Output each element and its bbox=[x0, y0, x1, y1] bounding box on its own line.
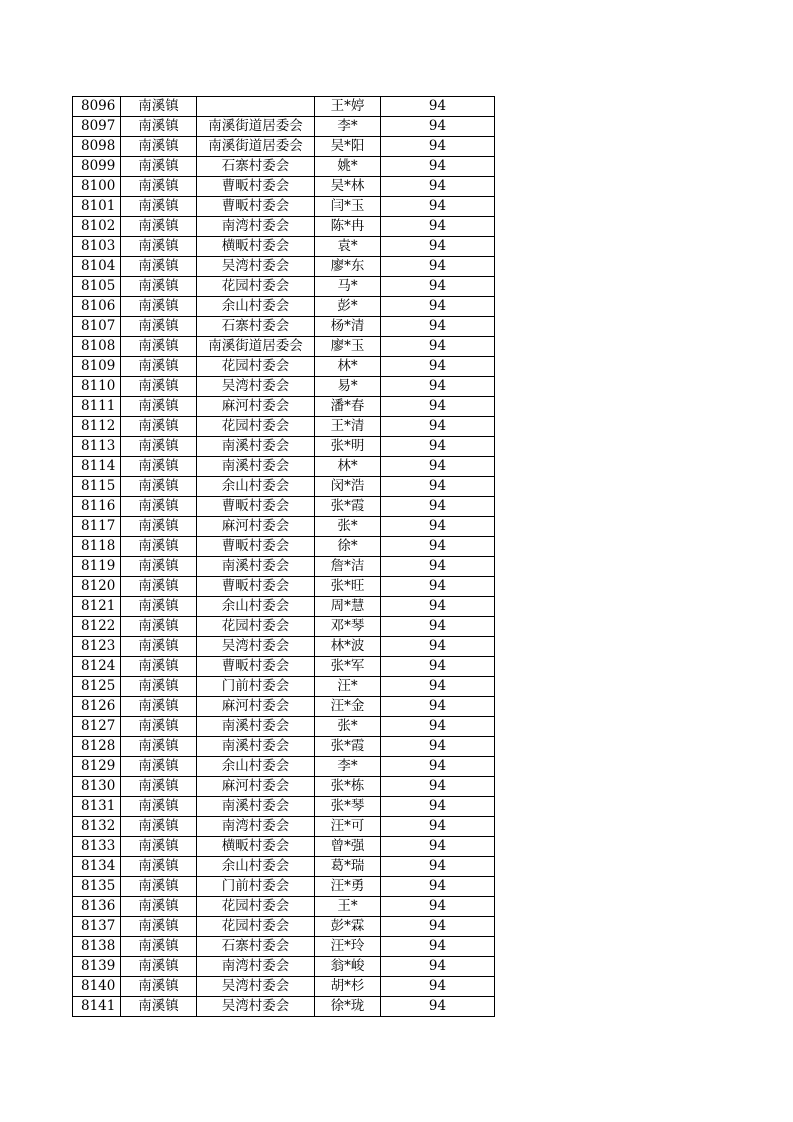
table-row bbox=[73, 597, 495, 617]
serial-number-cell: 8132 bbox=[73, 817, 121, 837]
name-cell: 彭*霖 bbox=[315, 917, 381, 937]
name-cell: 翁*峻 bbox=[315, 957, 381, 977]
table-row bbox=[73, 477, 495, 497]
town-cell: 南溪镇 bbox=[121, 617, 197, 637]
town-cell: 南溪镇 bbox=[121, 217, 197, 237]
serial-number-cell: 8114 bbox=[73, 457, 121, 477]
table-row bbox=[73, 217, 495, 237]
name-cell: 陈*冉 bbox=[315, 217, 381, 237]
table-row bbox=[73, 337, 495, 357]
name-cell: 潘*春 bbox=[315, 397, 381, 417]
score-cell: 94 bbox=[381, 637, 495, 657]
score-cell: 94 bbox=[381, 597, 495, 617]
serial-number-cell: 8125 bbox=[73, 677, 121, 697]
committee-cell: 麻河村委会 bbox=[197, 697, 315, 717]
serial-number-cell: 8136 bbox=[73, 897, 121, 917]
committee-cell: 余山村委会 bbox=[197, 597, 315, 617]
serial-number-cell: 8124 bbox=[73, 657, 121, 677]
serial-number-cell: 8119 bbox=[73, 557, 121, 577]
table-row bbox=[73, 497, 495, 517]
score-cell: 94 bbox=[381, 417, 495, 437]
table-row bbox=[73, 677, 495, 697]
serial-number-cell: 8126 bbox=[73, 697, 121, 717]
committee-cell: 南溪村委会 bbox=[197, 437, 315, 457]
name-cell: 易* bbox=[315, 377, 381, 397]
committee-cell: 麻河村委会 bbox=[197, 777, 315, 797]
serial-number-cell: 8127 bbox=[73, 717, 121, 737]
score-cell: 94 bbox=[381, 997, 495, 1017]
committee-cell: 麻河村委会 bbox=[197, 517, 315, 537]
committee-cell: 曹畈村委会 bbox=[197, 497, 315, 517]
table-row bbox=[73, 177, 495, 197]
name-cell: 张*琴 bbox=[315, 797, 381, 817]
committee-cell: 曹畈村委会 bbox=[197, 537, 315, 557]
score-cell: 94 bbox=[381, 957, 495, 977]
committee-cell: 南湾村委会 bbox=[197, 817, 315, 837]
committee-cell: 余山村委会 bbox=[197, 857, 315, 877]
score-cell: 94 bbox=[381, 117, 495, 137]
town-cell: 南溪镇 bbox=[121, 197, 197, 217]
town-cell: 南溪镇 bbox=[121, 597, 197, 617]
name-cell: 林* bbox=[315, 457, 381, 477]
town-cell: 南溪镇 bbox=[121, 777, 197, 797]
table-row bbox=[73, 197, 495, 217]
serial-number-cell: 8098 bbox=[73, 137, 121, 157]
committee-cell: 南湾村委会 bbox=[197, 217, 315, 237]
committee-cell: 南溪村委会 bbox=[197, 457, 315, 477]
table-row bbox=[73, 817, 495, 837]
committee-cell: 吴湾村委会 bbox=[197, 377, 315, 397]
name-cell: 张*军 bbox=[315, 657, 381, 677]
name-cell: 汪*玲 bbox=[315, 937, 381, 957]
score-cell: 94 bbox=[381, 577, 495, 597]
score-cell: 94 bbox=[381, 277, 495, 297]
name-cell: 邓*琴 bbox=[315, 617, 381, 637]
score-cell: 94 bbox=[381, 157, 495, 177]
committee-cell: 石寨村委会 bbox=[197, 937, 315, 957]
name-cell: 廖*东 bbox=[315, 257, 381, 277]
score-cell: 94 bbox=[381, 537, 495, 557]
score-cell: 94 bbox=[381, 717, 495, 737]
committee-cell: 南溪村委会 bbox=[197, 737, 315, 757]
serial-number-cell: 8137 bbox=[73, 917, 121, 937]
town-cell: 南溪镇 bbox=[121, 537, 197, 557]
serial-number-cell: 8130 bbox=[73, 777, 121, 797]
town-cell: 南溪镇 bbox=[121, 97, 197, 117]
serial-number-cell: 8104 bbox=[73, 257, 121, 277]
committee-cell: 吴湾村委会 bbox=[197, 997, 315, 1017]
committee-cell: 横畈村委会 bbox=[197, 837, 315, 857]
table-row bbox=[73, 257, 495, 277]
serial-number-cell: 8141 bbox=[73, 997, 121, 1017]
score-cell: 94 bbox=[381, 657, 495, 677]
town-cell: 南溪镇 bbox=[121, 977, 197, 997]
town-cell: 南溪镇 bbox=[121, 417, 197, 437]
serial-number-cell: 8109 bbox=[73, 357, 121, 377]
name-cell: 胡*杉 bbox=[315, 977, 381, 997]
committee-cell: 石寨村委会 bbox=[197, 157, 315, 177]
name-cell: 李* bbox=[315, 117, 381, 137]
score-cell: 94 bbox=[381, 757, 495, 777]
score-cell: 94 bbox=[381, 257, 495, 277]
committee-cell: 吴湾村委会 bbox=[197, 977, 315, 997]
serial-number-cell: 8100 bbox=[73, 177, 121, 197]
serial-number-cell: 8113 bbox=[73, 437, 121, 457]
serial-number-cell: 8133 bbox=[73, 837, 121, 857]
committee-cell: 门前村委会 bbox=[197, 877, 315, 897]
town-cell: 南溪镇 bbox=[121, 657, 197, 677]
table-row bbox=[73, 977, 495, 997]
committee-cell: 门前村委会 bbox=[197, 677, 315, 697]
serial-number-cell: 8134 bbox=[73, 857, 121, 877]
table-row bbox=[73, 557, 495, 577]
name-cell: 姚* bbox=[315, 157, 381, 177]
table-row bbox=[73, 117, 495, 137]
score-cell: 94 bbox=[381, 497, 495, 517]
committee-cell: 花园村委会 bbox=[197, 917, 315, 937]
committee-cell: 花园村委会 bbox=[197, 417, 315, 437]
roster-table-body bbox=[73, 97, 495, 1017]
score-cell: 94 bbox=[381, 937, 495, 957]
town-cell: 南溪镇 bbox=[121, 637, 197, 657]
town-cell: 南溪镇 bbox=[121, 257, 197, 277]
town-cell: 南溪镇 bbox=[121, 337, 197, 357]
score-cell: 94 bbox=[381, 297, 495, 317]
name-cell: 汪*金 bbox=[315, 697, 381, 717]
table-row bbox=[73, 937, 495, 957]
committee-cell: 麻河村委会 bbox=[197, 397, 315, 417]
serial-number-cell: 8122 bbox=[73, 617, 121, 637]
town-cell: 南溪镇 bbox=[121, 117, 197, 137]
serial-number-cell: 8110 bbox=[73, 377, 121, 397]
town-cell: 南溪镇 bbox=[121, 737, 197, 757]
table-row bbox=[73, 897, 495, 917]
committee-cell: 横畈村委会 bbox=[197, 237, 315, 257]
serial-number-cell: 8116 bbox=[73, 497, 121, 517]
serial-number-cell: 8106 bbox=[73, 297, 121, 317]
town-cell: 南溪镇 bbox=[121, 397, 197, 417]
table-row bbox=[73, 397, 495, 417]
table-row bbox=[73, 97, 495, 117]
table-row bbox=[73, 857, 495, 877]
table-row bbox=[73, 277, 495, 297]
name-cell: 张*霞 bbox=[315, 497, 381, 517]
serial-number-cell: 8123 bbox=[73, 637, 121, 657]
committee-cell: 曹畈村委会 bbox=[197, 177, 315, 197]
name-cell: 马* bbox=[315, 277, 381, 297]
name-cell: 张*明 bbox=[315, 437, 381, 457]
table-row bbox=[73, 377, 495, 397]
score-cell: 94 bbox=[381, 337, 495, 357]
town-cell: 南溪镇 bbox=[121, 957, 197, 977]
name-cell: 彭* bbox=[315, 297, 381, 317]
score-cell: 94 bbox=[381, 917, 495, 937]
table-row bbox=[73, 457, 495, 477]
score-cell: 94 bbox=[381, 357, 495, 377]
serial-number-cell: 8115 bbox=[73, 477, 121, 497]
town-cell: 南溪镇 bbox=[121, 697, 197, 717]
score-cell: 94 bbox=[381, 437, 495, 457]
name-cell: 李* bbox=[315, 757, 381, 777]
town-cell: 南溪镇 bbox=[121, 497, 197, 517]
table-row bbox=[73, 877, 495, 897]
name-cell: 袁* bbox=[315, 237, 381, 257]
table-row bbox=[73, 577, 495, 597]
serial-number-cell: 8117 bbox=[73, 517, 121, 537]
town-cell: 南溪镇 bbox=[121, 377, 197, 397]
table-row bbox=[73, 157, 495, 177]
table-row bbox=[73, 837, 495, 857]
name-cell: 廖*玉 bbox=[315, 337, 381, 357]
town-cell: 南溪镇 bbox=[121, 557, 197, 577]
committee-cell: 石寨村委会 bbox=[197, 317, 315, 337]
score-cell: 94 bbox=[381, 877, 495, 897]
table-row bbox=[73, 417, 495, 437]
score-cell: 94 bbox=[381, 897, 495, 917]
committee-cell: 南溪街道居委会 bbox=[197, 337, 315, 357]
table-row bbox=[73, 537, 495, 557]
committee-cell: 花园村委会 bbox=[197, 897, 315, 917]
table-row bbox=[73, 997, 495, 1017]
town-cell: 南溪镇 bbox=[121, 917, 197, 937]
serial-number-cell: 8120 bbox=[73, 577, 121, 597]
score-cell: 94 bbox=[381, 317, 495, 337]
table-row bbox=[73, 757, 495, 777]
committee-cell: 吴湾村委会 bbox=[197, 637, 315, 657]
town-cell: 南溪镇 bbox=[121, 717, 197, 737]
table-row bbox=[73, 917, 495, 937]
serial-number-cell: 8102 bbox=[73, 217, 121, 237]
serial-number-cell: 8099 bbox=[73, 157, 121, 177]
score-cell: 94 bbox=[381, 777, 495, 797]
score-cell: 94 bbox=[381, 557, 495, 577]
score-cell: 94 bbox=[381, 177, 495, 197]
score-cell: 94 bbox=[381, 477, 495, 497]
committee-cell: 余山村委会 bbox=[197, 297, 315, 317]
serial-number-cell: 8131 bbox=[73, 797, 121, 817]
name-cell: 周*慧 bbox=[315, 597, 381, 617]
committee-cell: 花园村委会 bbox=[197, 357, 315, 377]
table-row bbox=[73, 797, 495, 817]
town-cell: 南溪镇 bbox=[121, 177, 197, 197]
town-cell: 南溪镇 bbox=[121, 857, 197, 877]
table-row bbox=[73, 777, 495, 797]
committee-cell: 南溪村委会 bbox=[197, 717, 315, 737]
serial-number-cell: 8108 bbox=[73, 337, 121, 357]
table-row bbox=[73, 297, 495, 317]
name-cell: 詹*洁 bbox=[315, 557, 381, 577]
committee-cell: 曹畈村委会 bbox=[197, 577, 315, 597]
name-cell: 闫*玉 bbox=[315, 197, 381, 217]
committee-cell: 南溪街道居委会 bbox=[197, 137, 315, 157]
table-row bbox=[73, 357, 495, 377]
table-row bbox=[73, 517, 495, 537]
town-cell: 南溪镇 bbox=[121, 437, 197, 457]
committee-cell: 余山村委会 bbox=[197, 477, 315, 497]
name-cell: 汪* bbox=[315, 677, 381, 697]
name-cell: 徐* bbox=[315, 537, 381, 557]
town-cell: 南溪镇 bbox=[121, 797, 197, 817]
serial-number-cell: 8139 bbox=[73, 957, 121, 977]
name-cell: 王*婷 bbox=[315, 97, 381, 117]
town-cell: 南溪镇 bbox=[121, 757, 197, 777]
name-cell: 徐*珑 bbox=[315, 997, 381, 1017]
town-cell: 南溪镇 bbox=[121, 677, 197, 697]
town-cell: 南溪镇 bbox=[121, 517, 197, 537]
table-row bbox=[73, 697, 495, 717]
serial-number-cell: 8111 bbox=[73, 397, 121, 417]
name-cell: 林* bbox=[315, 357, 381, 377]
score-cell: 94 bbox=[381, 837, 495, 857]
serial-number-cell: 8128 bbox=[73, 737, 121, 757]
name-cell: 张* bbox=[315, 717, 381, 737]
score-cell: 94 bbox=[381, 377, 495, 397]
town-cell: 南溪镇 bbox=[121, 157, 197, 177]
town-cell: 南溪镇 bbox=[121, 477, 197, 497]
town-cell: 南溪镇 bbox=[121, 577, 197, 597]
name-cell: 闵*浩 bbox=[315, 477, 381, 497]
score-cell: 94 bbox=[381, 457, 495, 477]
table-row bbox=[73, 317, 495, 337]
table-row bbox=[73, 637, 495, 657]
score-cell: 94 bbox=[381, 697, 495, 717]
serial-number-cell: 8112 bbox=[73, 417, 121, 437]
score-cell: 94 bbox=[381, 217, 495, 237]
serial-number-cell: 8107 bbox=[73, 317, 121, 337]
town-cell: 南溪镇 bbox=[121, 877, 197, 897]
roster-table bbox=[72, 96, 495, 1017]
town-cell: 南溪镇 bbox=[121, 457, 197, 477]
committee-cell: 南溪村委会 bbox=[197, 557, 315, 577]
committee-cell: 吴湾村委会 bbox=[197, 257, 315, 277]
committee-cell: 余山村委会 bbox=[197, 757, 315, 777]
score-cell: 94 bbox=[381, 97, 495, 117]
serial-number-cell: 8103 bbox=[73, 237, 121, 257]
serial-number-cell: 8101 bbox=[73, 197, 121, 217]
serial-number-cell: 8140 bbox=[73, 977, 121, 997]
table-row bbox=[73, 737, 495, 757]
name-cell: 曾*强 bbox=[315, 837, 381, 857]
town-cell: 南溪镇 bbox=[121, 137, 197, 157]
committee-cell: 曹畈村委会 bbox=[197, 657, 315, 677]
name-cell: 张*旺 bbox=[315, 577, 381, 597]
committee-cell: 曹畈村委会 bbox=[197, 197, 315, 217]
town-cell: 南溪镇 bbox=[121, 277, 197, 297]
name-cell: 张* bbox=[315, 517, 381, 537]
name-cell: 葛*瑞 bbox=[315, 857, 381, 877]
score-cell: 94 bbox=[381, 737, 495, 757]
committee-cell: 南溪村委会 bbox=[197, 797, 315, 817]
serial-number-cell: 8138 bbox=[73, 937, 121, 957]
town-cell: 南溪镇 bbox=[121, 317, 197, 337]
serial-number-cell: 8135 bbox=[73, 877, 121, 897]
name-cell: 王* bbox=[315, 897, 381, 917]
table-row bbox=[73, 957, 495, 977]
town-cell: 南溪镇 bbox=[121, 837, 197, 857]
town-cell: 南溪镇 bbox=[121, 817, 197, 837]
table-row bbox=[73, 657, 495, 677]
score-cell: 94 bbox=[381, 977, 495, 997]
score-cell: 94 bbox=[381, 137, 495, 157]
serial-number-cell: 8096 bbox=[73, 97, 121, 117]
serial-number-cell: 8121 bbox=[73, 597, 121, 617]
town-cell: 南溪镇 bbox=[121, 237, 197, 257]
name-cell: 汪*可 bbox=[315, 817, 381, 837]
committee-cell bbox=[197, 97, 315, 117]
table-row bbox=[73, 717, 495, 737]
serial-number-cell: 8129 bbox=[73, 757, 121, 777]
name-cell: 王*清 bbox=[315, 417, 381, 437]
score-cell: 94 bbox=[381, 677, 495, 697]
name-cell: 林*波 bbox=[315, 637, 381, 657]
name-cell: 汪*勇 bbox=[315, 877, 381, 897]
town-cell: 南溪镇 bbox=[121, 997, 197, 1017]
score-cell: 94 bbox=[381, 617, 495, 637]
town-cell: 南溪镇 bbox=[121, 357, 197, 377]
score-cell: 94 bbox=[381, 237, 495, 257]
committee-cell: 南湾村委会 bbox=[197, 957, 315, 977]
name-cell: 张*栋 bbox=[315, 777, 381, 797]
serial-number-cell: 8097 bbox=[73, 117, 121, 137]
serial-number-cell: 8105 bbox=[73, 277, 121, 297]
table-row bbox=[73, 617, 495, 637]
score-cell: 94 bbox=[381, 517, 495, 537]
score-cell: 94 bbox=[381, 857, 495, 877]
name-cell: 张*霞 bbox=[315, 737, 381, 757]
serial-number-cell: 8118 bbox=[73, 537, 121, 557]
name-cell: 吴*林 bbox=[315, 177, 381, 197]
table-row bbox=[73, 137, 495, 157]
score-cell: 94 bbox=[381, 817, 495, 837]
town-cell: 南溪镇 bbox=[121, 297, 197, 317]
score-cell: 94 bbox=[381, 397, 495, 417]
name-cell: 吴*阳 bbox=[315, 137, 381, 157]
name-cell: 杨*清 bbox=[315, 317, 381, 337]
committee-cell: 花园村委会 bbox=[197, 617, 315, 637]
committee-cell: 南溪街道居委会 bbox=[197, 117, 315, 137]
table-row bbox=[73, 437, 495, 457]
score-cell: 94 bbox=[381, 197, 495, 217]
town-cell: 南溪镇 bbox=[121, 937, 197, 957]
score-cell: 94 bbox=[381, 797, 495, 817]
committee-cell: 花园村委会 bbox=[197, 277, 315, 297]
town-cell: 南溪镇 bbox=[121, 897, 197, 917]
table-row bbox=[73, 237, 495, 257]
